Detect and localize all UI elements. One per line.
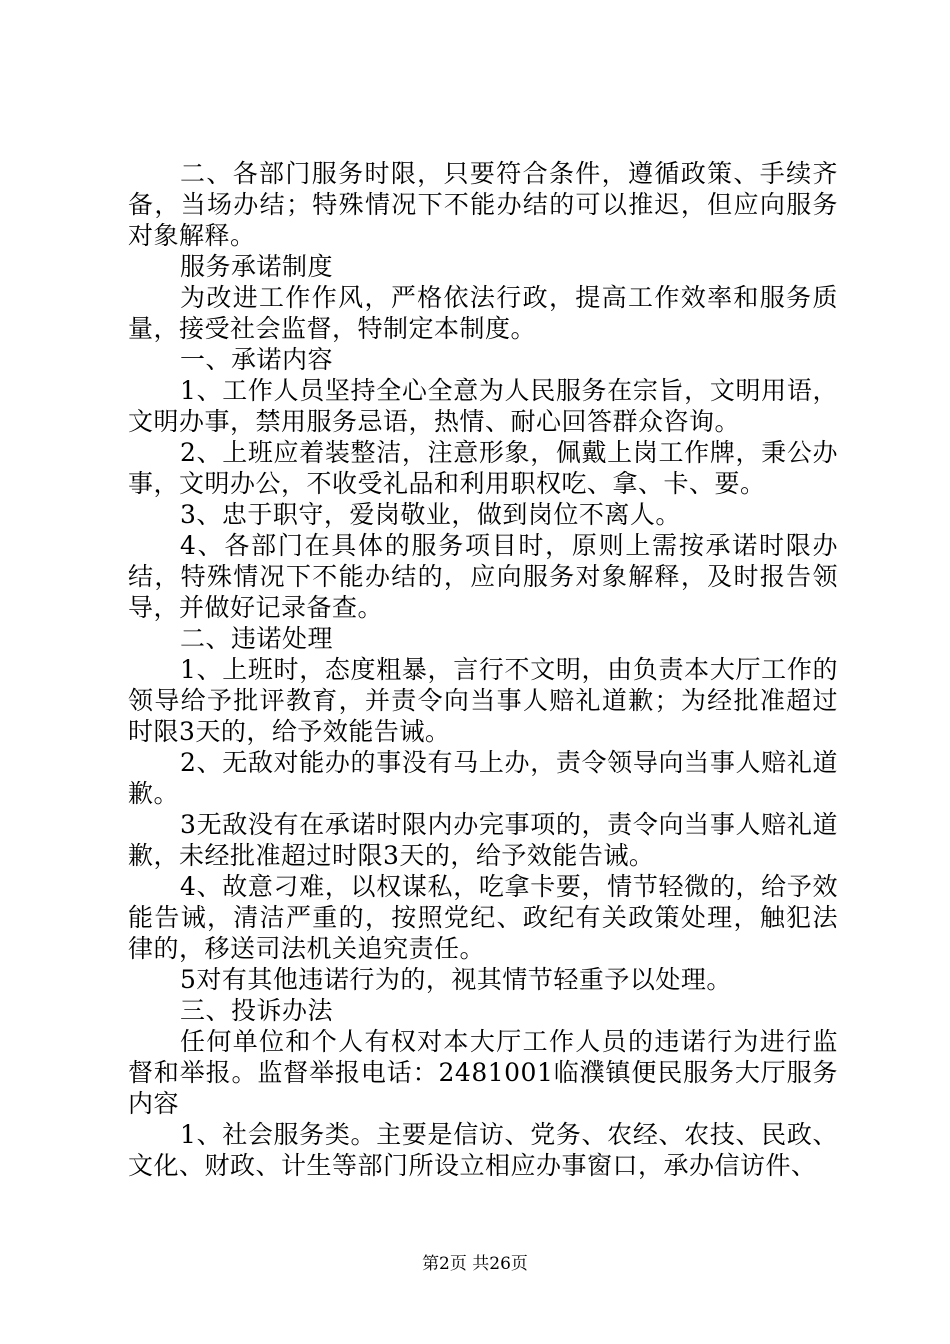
paragraph-commitment-3: 3、忠于职守，爱岗敬业，做到岗位不离人。 bbox=[180, 500, 681, 529]
paragraph-intro: 为改进工作作风，严格依法行政，提高工作效率和服务质量，接受社会监督，特制定本制度。 bbox=[128, 283, 838, 343]
paragraph-complaint: 任何单位和个人有权对本大厅工作人员的违诺行为进行监督和举报。监督举报电话：2481001临濮镇便民服务大厅服务内容 bbox=[128, 1027, 838, 1118]
heading-violation-handling: 二、违诺处理 bbox=[180, 624, 334, 653]
paragraph-violation-2: 2、无敌对能办的事没有马上办，责令领导向当事人赔礼道歉。 bbox=[128, 748, 838, 808]
document-body bbox=[128, 158, 838, 1181]
heading-complaint-method: 三、投诉办法 bbox=[180, 996, 334, 1025]
heading-service-commitment-system: 服务承诺制度 bbox=[180, 252, 334, 281]
heading-commitment-content: 一、承诺内容 bbox=[180, 345, 334, 374]
paragraph-violation-5: 5对有其他违诺行为的，视其情节轻重予以处理。 bbox=[180, 965, 732, 994]
paragraph-commitment-1: 1、工作人员坚持全心全意为人民服务在宗旨，文明用语，文明办事，禁用服务忌语，热情、耐心回答群众咨询。 bbox=[128, 376, 838, 436]
paragraph-violation-1: 1、上班时，态度粗暴，言行不文明，由负责本大厅工作的领导给予批评教育，并责令向当事人赔礼道歉；为经批准超过时限3天的，给予效能告诫。 bbox=[128, 655, 838, 746]
paragraph-violation-4: 4、故意刁难，以权谋私，吃拿卡要，情节轻微的，给予效能告诫，清洁严重的，按照党纪、政纪有关政策处理，触犯法律的，移送司法机关追究责任。 bbox=[128, 872, 838, 963]
paragraph-commitment-2: 2、上班应着装整洁，注意形象，佩戴上岗工作牌，秉公办事，文明办公，不收受礼品和利用职权吃、拿、卡、要。 bbox=[128, 438, 838, 498]
paragraph-commitment-4: 4、各部门在具体的服务项目时，原则上需按承诺时限办结，特殊情况下不能办结的，应向服务对象解释，及时报告领导，并做好记录备查。 bbox=[128, 531, 838, 622]
paragraph-social-services: 1、社会服务类。主要是信访、党务、农经、农技、民政、文化、财政、计生等部门所设立相应办事窗口，承办信访件、 bbox=[128, 1120, 838, 1180]
page-number: 第2页 共26页 bbox=[422, 1254, 528, 1274]
paragraph-service-time-limit: 二、各部门服务时限，只要符合条件，遵循政策、手续齐备，当场办结；特殊情况下不能办结的可以推迟，但应向服务对象解释。 bbox=[128, 159, 838, 250]
paragraph-violation-3: 3无敌没有在承诺时限内办完事项的，责令向当事人赔礼道歉，未经批准超过时限3天的，给予效能告诫。 bbox=[128, 810, 838, 870]
